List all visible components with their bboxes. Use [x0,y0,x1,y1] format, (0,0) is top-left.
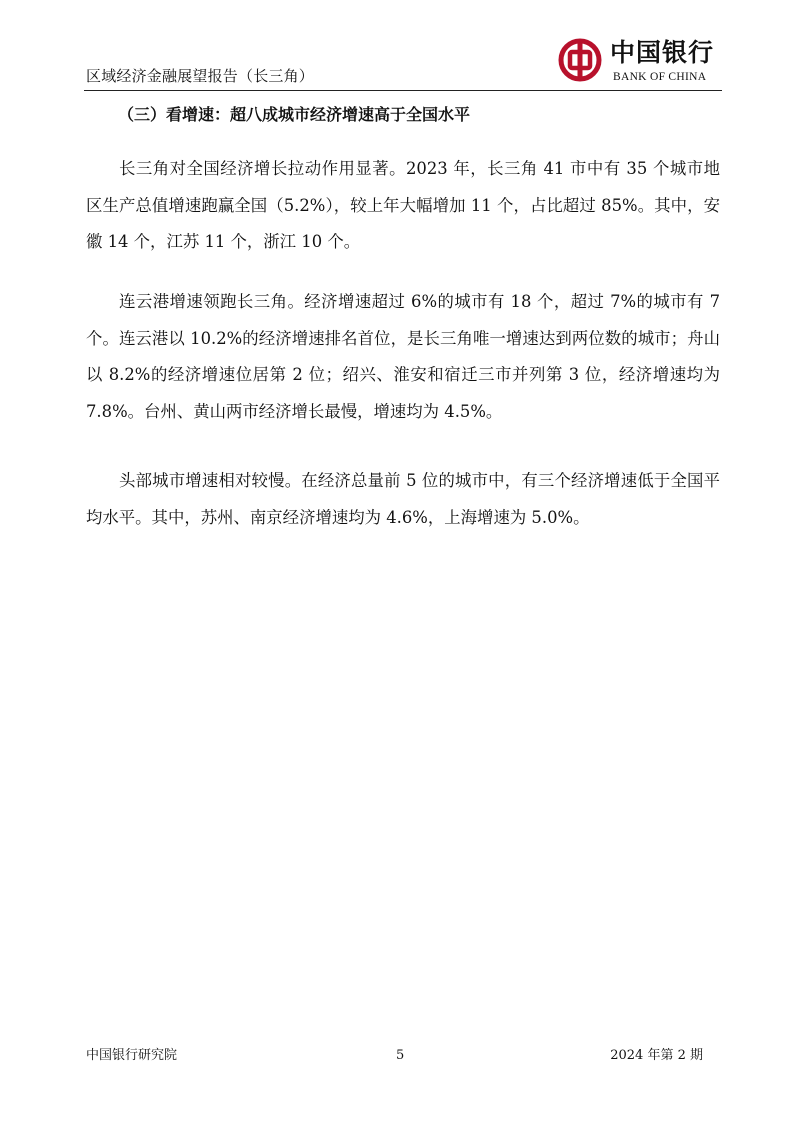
section-heading: （三）看增速：超八成城市经济增速高于全国水平 [118,105,471,124]
page-number: 5 [396,1048,405,1063]
logo-chinese-name: 中国银行 [610,38,715,67]
header-divider [84,90,722,91]
logo-english-name: BANK OF CHINA [613,71,707,83]
report-title: 区域经济金融展望报告（长三角） [86,67,315,85]
bank-of-china-emblem-icon [558,38,602,82]
bank-logo [558,38,720,86]
paragraph: 头部城市增速相对较慢。在经济总量前 5 位的城市中，有三个经济增速低于全国平均水平。其中，苏州、南京经济增速均为 4.6%，上海增速为 5.0%。 [86,471,720,527]
footer-issue: 2024 年第 2 期 [610,1048,703,1063]
footer-institute: 中国银行研究院 [86,1048,178,1063]
paragraph: 连云港增速领跑长三角。经济增速超过 6%的城市有 18 个，超过 7%的城市有 7 个。连云港以 10.2%的经济增速排名首位，是长三角唯一增速达到两位数的城市；舟山以 8.2%的经济增速位居第 2 位；绍兴、淮安和宿迁三市并列第 3 位，经济增速均为 7.8%。台州、黄山两市经济增长最慢，增速均为 4.5%。 [86,292,720,421]
paragraph: 长三角对全国经济增长拉动作用显著。2023 年，长三角 41 市中有 35 个城市地区生产总值增速跑赢全国（5.2%），较上年大幅增加 11 个，占比超过 85%。其中，安徽 14 个，江苏 11 个，浙江 10 个。 [86,159,720,251]
